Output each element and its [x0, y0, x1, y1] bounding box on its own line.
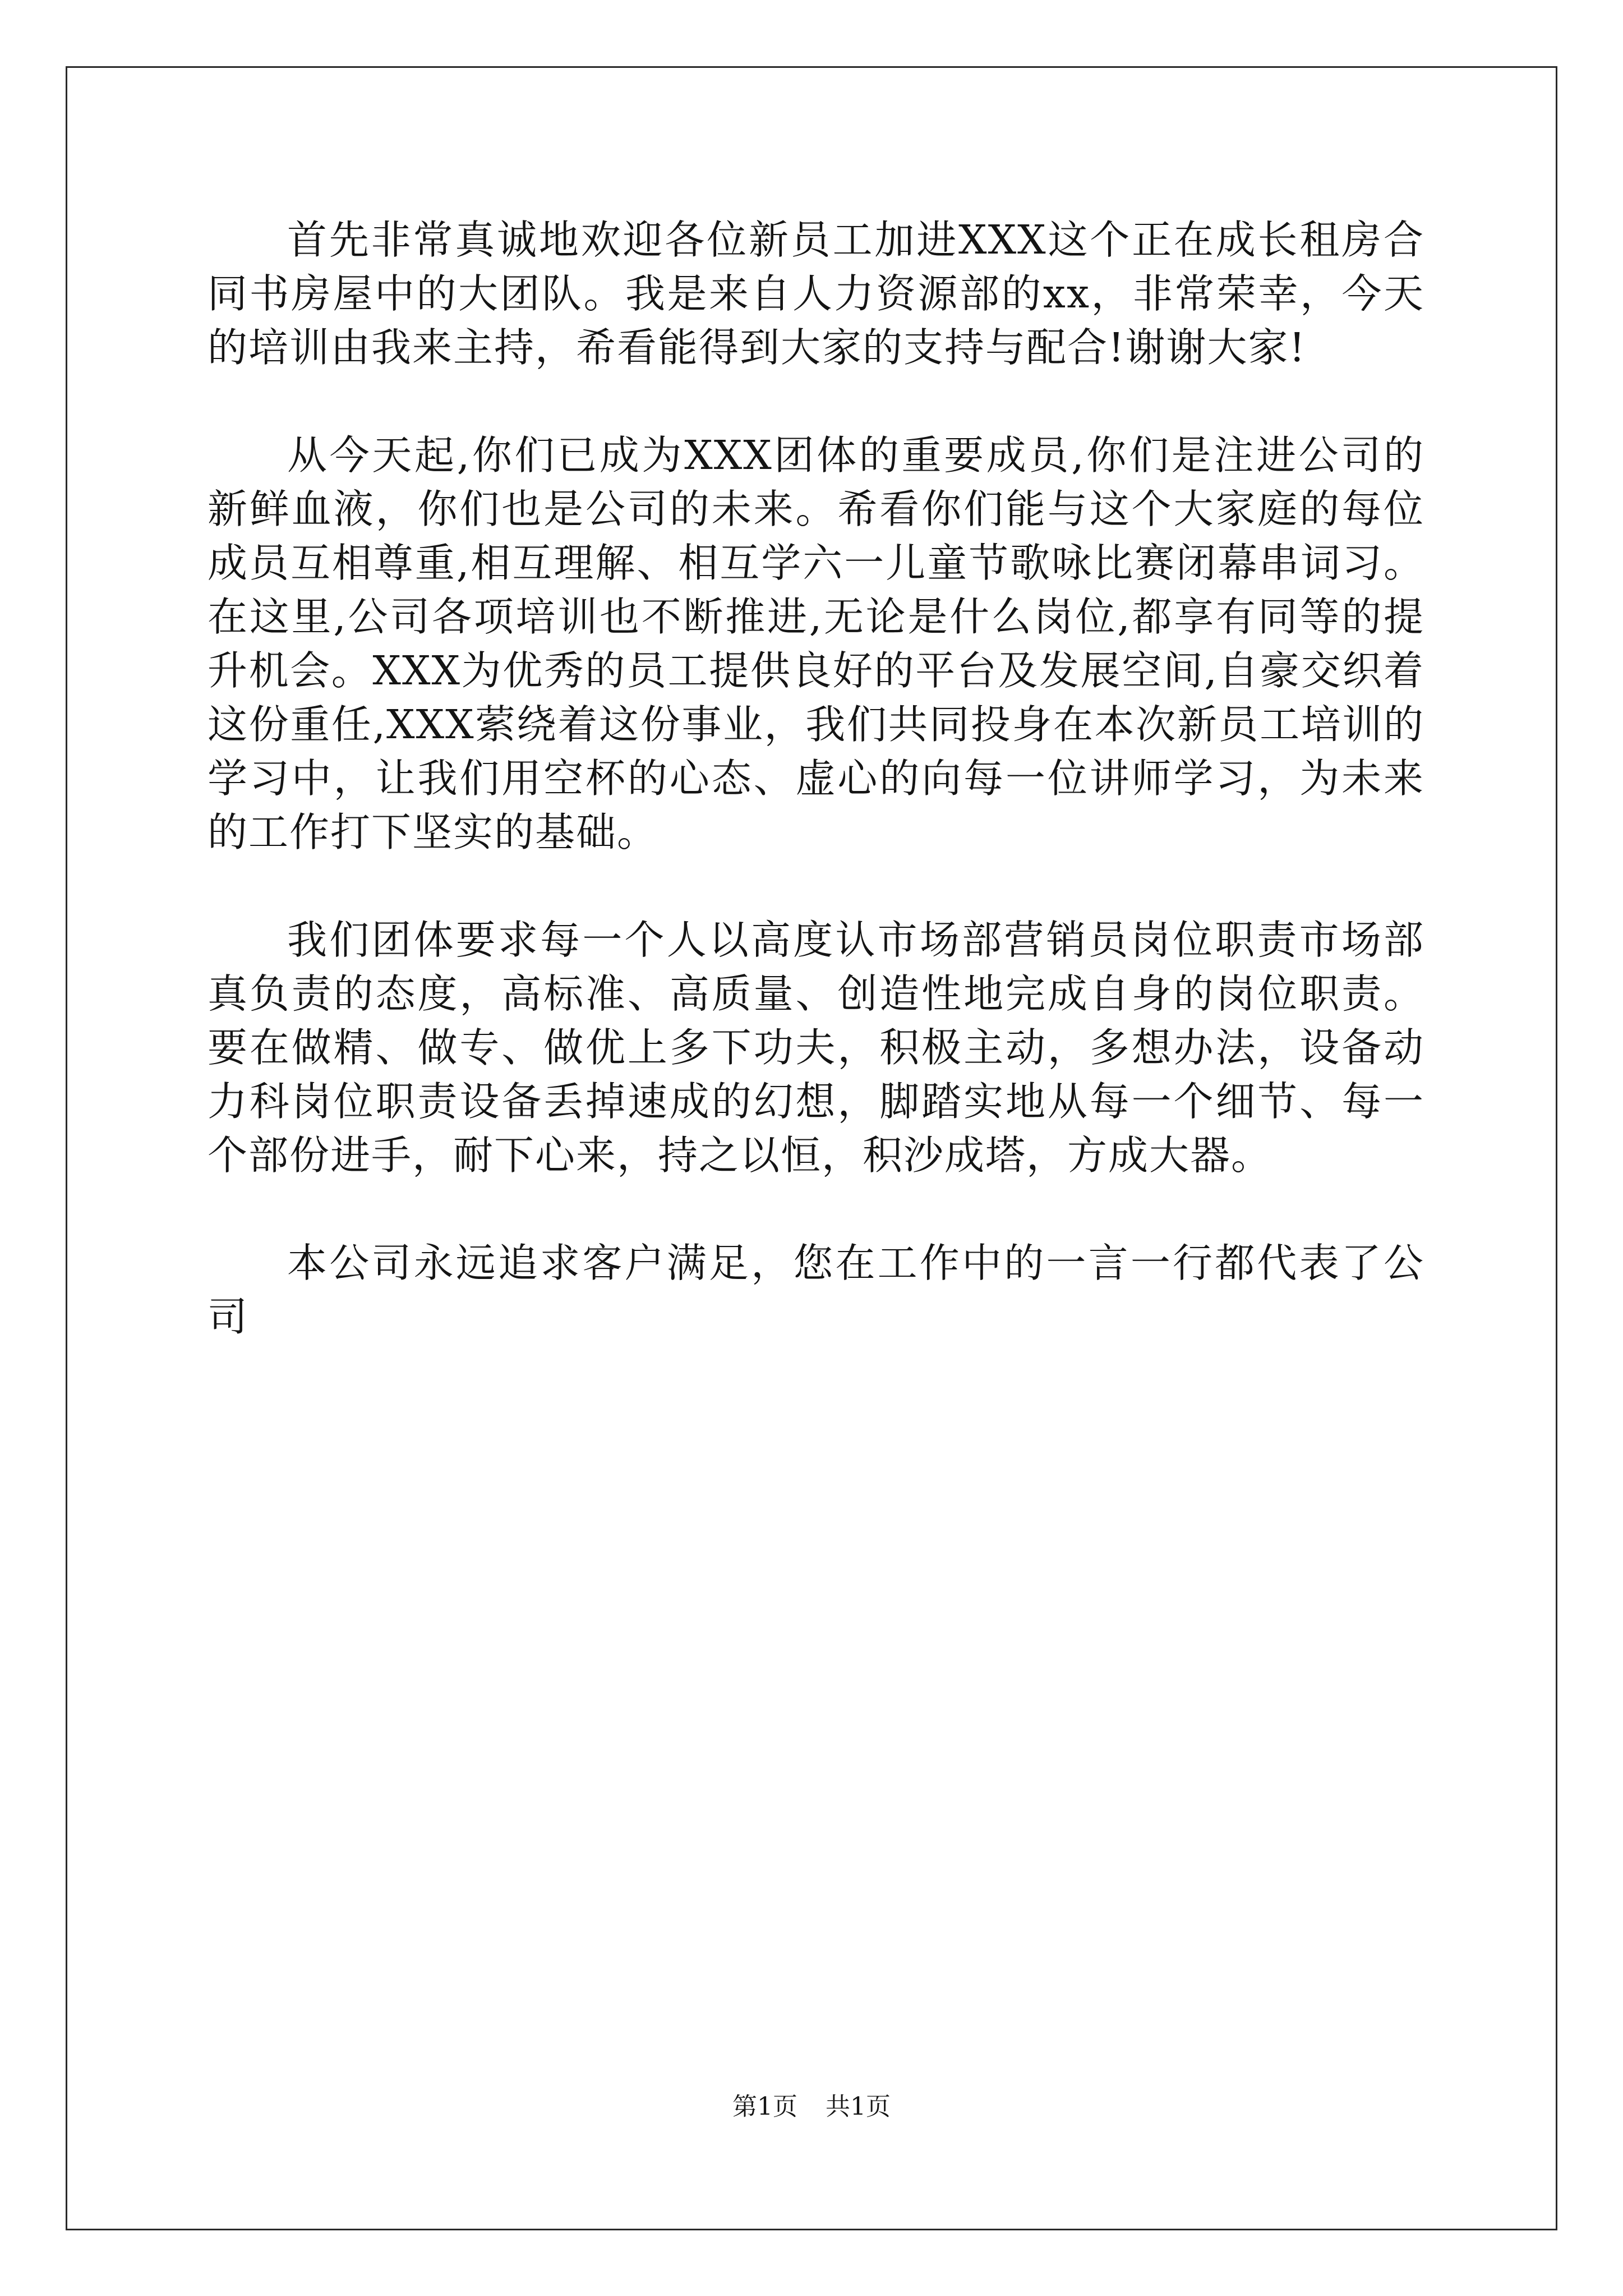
paragraph-requirements: 我们团体要求每一个人以高度认市场部营销员岗位职责市场部真负责的态度，高标准、高质量、创造性地完成自身的岗位职责。要在做精、做专、做优上多下功夫，积极主动，多想办法，设备动力科岗位职责设备丢掉速成的幻想，脚踏实地从每一个细节、每一个部份进手，耐下心来，持之以恒，积沙成塔，方成大器。 — [208, 917, 1424, 1179]
page-number: 第1页 — [732, 2092, 797, 2121]
paragraph-welcome: 首先非常真诚地欢迎各位新员工加进XXX这个正在成长租房合同书房屋中的大团队。我是来自人力资源部的xx，非常荣幸，今天的培训由我来主持，希看能得到大家的支持与配合!谢谢大家! — [208, 217, 1424, 371]
paragraph-team-member: 从今天起,你们已成为XXX团体的重要成员,你们是注进公司的新鲜血液，你们也是公司的未来。希看你们能与这个大家庭的每位成员互相尊重,相互理解、相互学六一儿童节歌咏比赛闭幕串词习。在这里,公司各项培训也不断推进,无论是什么岗位,都享有同等的提升机会。XXX为优秀的员工提供良好的平台及发展空间,自豪交织着这份重任,XXX萦绕着这份事业，我们共同投身在本次新员工培训的学习中，让我们用空杯的心态、虚心的向每一位讲师学习，为未来的工作打下坚实的基础。 — [208, 432, 1424, 855]
document-body — [208, 213, 1424, 1398]
paragraph-customer: 本公司永远追求客户满足，您在工作中的一言一行都代表了公司 — [208, 1240, 1424, 1340]
page-footer — [0, 2090, 1623, 2124]
page-total: 共1页 — [826, 2092, 891, 2121]
